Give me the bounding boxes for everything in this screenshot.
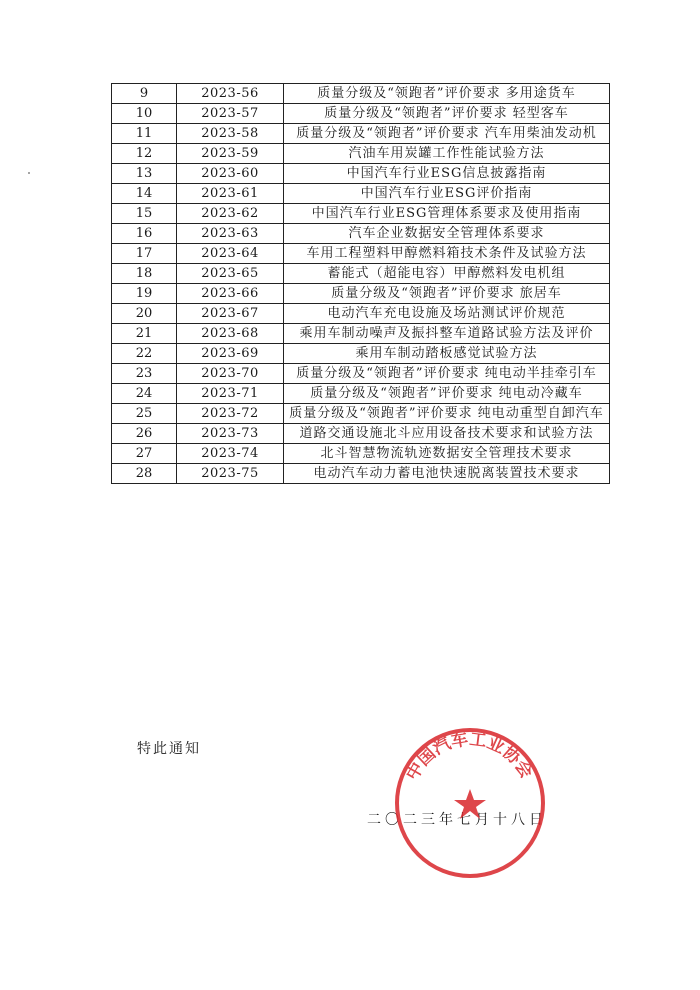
standard-title: 电动汽车充电设施及场站测试评价规范 <box>284 304 610 324</box>
table-row <box>112 84 610 104</box>
row-number: 25 <box>112 404 177 424</box>
table-row <box>112 424 610 444</box>
row-number: 9 <box>112 84 177 104</box>
row-number: 19 <box>112 284 177 304</box>
table-row <box>112 444 610 464</box>
table-row <box>112 164 610 184</box>
scan-speck <box>28 172 30 174</box>
standard-title: 质量分级及“领跑者”评价要求 旅居车 <box>284 284 610 304</box>
plan-code: 2023-59 <box>177 144 284 164</box>
standard-title: 北斗智慧物流轨迹数据安全管理技术要求 <box>284 444 610 464</box>
row-number: 18 <box>112 264 177 284</box>
plan-code: 2023-64 <box>177 244 284 264</box>
table-row <box>112 184 610 204</box>
standard-title: 车用工程塑料甲醇燃料箱技术条件及试验方法 <box>284 244 610 264</box>
table-row <box>112 344 610 364</box>
standard-title: 乘用车制动踏板感觉试验方法 <box>284 344 610 364</box>
standard-title: 汽油车用炭罐工作性能试验方法 <box>284 144 610 164</box>
row-number: 24 <box>112 384 177 404</box>
plan-code: 2023-62 <box>177 204 284 224</box>
plan-code: 2023-71 <box>177 384 284 404</box>
standard-title: 质量分级及“领跑者”评价要求 多用途货车 <box>284 84 610 104</box>
table-row <box>112 244 610 264</box>
plan-code: 2023-56 <box>177 84 284 104</box>
standard-title: 汽车企业数据安全管理体系要求 <box>284 224 610 244</box>
plan-code: 2023-57 <box>177 104 284 124</box>
plan-code: 2023-67 <box>177 304 284 324</box>
issue-date: 二〇二三年七月十八日 <box>367 812 547 828</box>
plan-code: 2023-63 <box>177 224 284 244</box>
standards-table-body <box>112 84 610 484</box>
plan-code: 2023-70 <box>177 364 284 384</box>
table-row <box>112 124 610 144</box>
standard-title: 质量分级及“领跑者”评价要求 轻型客车 <box>284 104 610 124</box>
standard-title: 道路交通设施北斗应用设备技术要求和试验方法 <box>284 424 610 444</box>
row-number: 15 <box>112 204 177 224</box>
table-row <box>112 104 610 124</box>
table-row <box>112 264 610 284</box>
table-row <box>112 364 610 384</box>
table-row <box>112 324 610 344</box>
plan-code: 2023-65 <box>177 264 284 284</box>
row-number: 27 <box>112 444 177 464</box>
standard-title: 质量分级及“领跑者”评价要求 纯电动重型自卸汽车 <box>284 404 610 424</box>
standard-title: 中国汽车行业ESG信息披露指南 <box>284 164 610 184</box>
standard-title: 中国汽车行业ESG管理体系要求及使用指南 <box>284 204 610 224</box>
plan-code: 2023-75 <box>177 464 284 484</box>
table-row <box>112 304 610 324</box>
row-number: 23 <box>112 364 177 384</box>
row-number: 17 <box>112 244 177 264</box>
standard-title: 质量分级及“领跑者”评价要求 纯电动冷藏车 <box>284 384 610 404</box>
plan-code: 2023-58 <box>177 124 284 144</box>
row-number: 10 <box>112 104 177 124</box>
standard-title: 乘用车制动噪声及振抖整车道路试验方法及评价 <box>284 324 610 344</box>
standard-title: 质量分级及“领跑者”评价要求 纯电动半挂牵引车 <box>284 364 610 384</box>
standard-title: 质量分级及“领跑者”评价要求 汽车用柴油发动机 <box>284 124 610 144</box>
seal-star <box>454 789 486 819</box>
association-seal <box>390 723 550 883</box>
table-row <box>112 224 610 244</box>
row-number: 13 <box>112 164 177 184</box>
table-row <box>112 144 610 164</box>
plan-code: 2023-74 <box>177 444 284 464</box>
row-number: 12 <box>112 144 177 164</box>
table-row <box>112 284 610 304</box>
notice-closing: 特此通知 <box>137 741 201 757</box>
row-number: 11 <box>112 124 177 144</box>
plan-code: 2023-73 <box>177 424 284 444</box>
table-row <box>112 404 610 424</box>
seal-text: 中国汽车工业协会 <box>402 729 537 784</box>
plan-code: 2023-66 <box>177 284 284 304</box>
standard-title: 电动汽车动力蓄电池快速脱离装置技术要求 <box>284 464 610 484</box>
plan-code: 2023-69 <box>177 344 284 364</box>
plan-code: 2023-68 <box>177 324 284 344</box>
table-row <box>112 464 610 484</box>
table-row <box>112 384 610 404</box>
row-number: 20 <box>112 304 177 324</box>
row-number: 16 <box>112 224 177 244</box>
row-number: 26 <box>112 424 177 444</box>
standards-table <box>111 83 610 484</box>
table-row <box>112 204 610 224</box>
row-number: 14 <box>112 184 177 204</box>
plan-code: 2023-61 <box>177 184 284 204</box>
standard-title: 中国汽车行业ESG评价指南 <box>284 184 610 204</box>
plan-code: 2023-72 <box>177 404 284 424</box>
row-number: 21 <box>112 324 177 344</box>
row-number: 28 <box>112 464 177 484</box>
standard-title: 蓄能式（超能电容）甲醇燃料发电机组 <box>284 264 610 284</box>
plan-code: 2023-60 <box>177 164 284 184</box>
row-number: 22 <box>112 344 177 364</box>
